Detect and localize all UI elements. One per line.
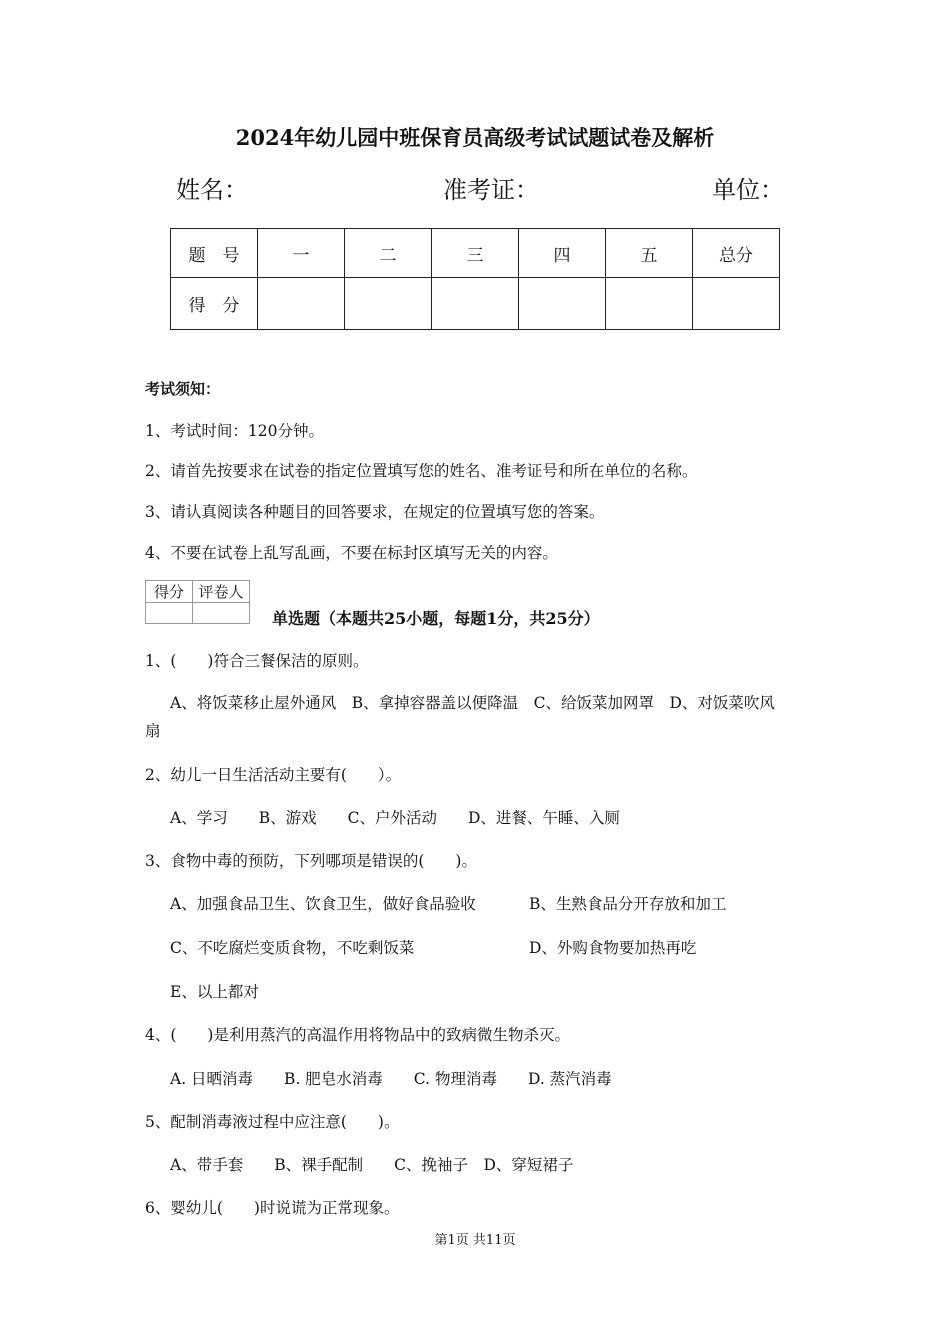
- notice-heading: 考试须知：: [145, 380, 221, 398]
- score-row-label: 得 分: [171, 278, 258, 330]
- header-cell-5: 五: [606, 229, 693, 278]
- header-cell-3: 三: [432, 229, 519, 278]
- score-cell[interactable]: [258, 278, 345, 330]
- score-cell[interactable]: [693, 278, 780, 330]
- header-cell-question-no: 题 号: [171, 229, 258, 278]
- question-3-option-d: D、外购食物要加热再吃: [529, 939, 697, 957]
- question-2: 2、幼儿一日生活活动主要有( ）。: [145, 766, 402, 784]
- grader-box: [145, 580, 250, 624]
- notice-item: 1、考试时间：120分钟。: [145, 422, 324, 440]
- page-title: 2024年幼儿园中班保育员高级考试试题试卷及解析: [235, 125, 715, 150]
- notice-item: 4、不要在试卷上乱写乱画，不要在标封区填写无关的内容。: [145, 544, 558, 562]
- question-4-options: A. 日晒消毒 B. 肥皂水消毒 C. 物理消毒 D. 蒸汽消毒: [170, 1070, 612, 1088]
- page-footer: 第1页 共11页: [434, 1233, 516, 1248]
- header-cell-4: 四: [519, 229, 606, 278]
- score-table-score-row: [171, 278, 780, 330]
- question-3-option-c: C、不吃腐烂变质食物，不吃剩饭菜: [170, 939, 415, 957]
- grader-name-label: 评卷人: [193, 581, 250, 603]
- question-3-option-b: B、生熟食品分开存放和加工: [529, 895, 727, 913]
- score-cell[interactable]: [606, 278, 693, 330]
- header-cell-1: 一: [258, 229, 345, 278]
- grader-score-label: 得分: [146, 581, 193, 603]
- question-3-option-a: A、加强食品卫生、饮食卫生，做好食品验收: [170, 895, 476, 913]
- question-6: 6、婴幼儿( )时说谎为正常现象。: [145, 1199, 400, 1217]
- question-2-options: A、学习 B、游戏 C、户外活动 D、进餐、午睡、入厕: [170, 809, 620, 827]
- header-cell-2: 二: [345, 229, 432, 278]
- notice-item: 2、请首先按要求在试卷的指定位置填写您的姓名、准考证号和所在单位的名称。: [145, 462, 698, 480]
- score-cell[interactable]: [432, 278, 519, 330]
- section-title: 单选题（本题共25小题，每题1分，共25分）: [272, 609, 600, 628]
- notice-item: 3、请认真阅读各种题目的回答要求，在规定的位置填写您的答案。: [145, 503, 605, 521]
- score-cell[interactable]: [345, 278, 432, 330]
- header-cell-total: 总分: [693, 229, 780, 278]
- question-1: 1、( )符合三餐保洁的原则。: [145, 652, 369, 670]
- question-3: 3、食物中毒的预防，下列哪项是错误的( )。: [145, 852, 477, 870]
- score-table: [170, 228, 780, 330]
- question-5-options: A、带手套 B、裸手配制 C、挽袖子 D、穿短裙子: [170, 1156, 574, 1174]
- question-5: 5、配制消毒液过程中应注意( )。: [145, 1113, 400, 1131]
- grader-name-cell[interactable]: [193, 603, 250, 624]
- question-3-option-e: E、以上都对: [170, 983, 259, 1001]
- name-field-label: 姓名：: [176, 176, 248, 204]
- question-1-options-cont: 扇: [145, 722, 161, 740]
- grader-score-cell[interactable]: [146, 603, 193, 624]
- unit-field-label: 单位：: [712, 176, 784, 204]
- score-cell[interactable]: [519, 278, 606, 330]
- question-1-options: A、将饭菜移止屋外通风 B、拿掉容器盖以便降温 C、给饭菜加网罩 D、对饭菜吹风: [170, 694, 775, 712]
- exam-number-field-label: 准考证：: [443, 176, 539, 204]
- score-table-header-row: [171, 229, 780, 278]
- question-4: 4、( )是利用蒸汽的高温作用将物品中的致病微生物杀灭。: [145, 1026, 570, 1044]
